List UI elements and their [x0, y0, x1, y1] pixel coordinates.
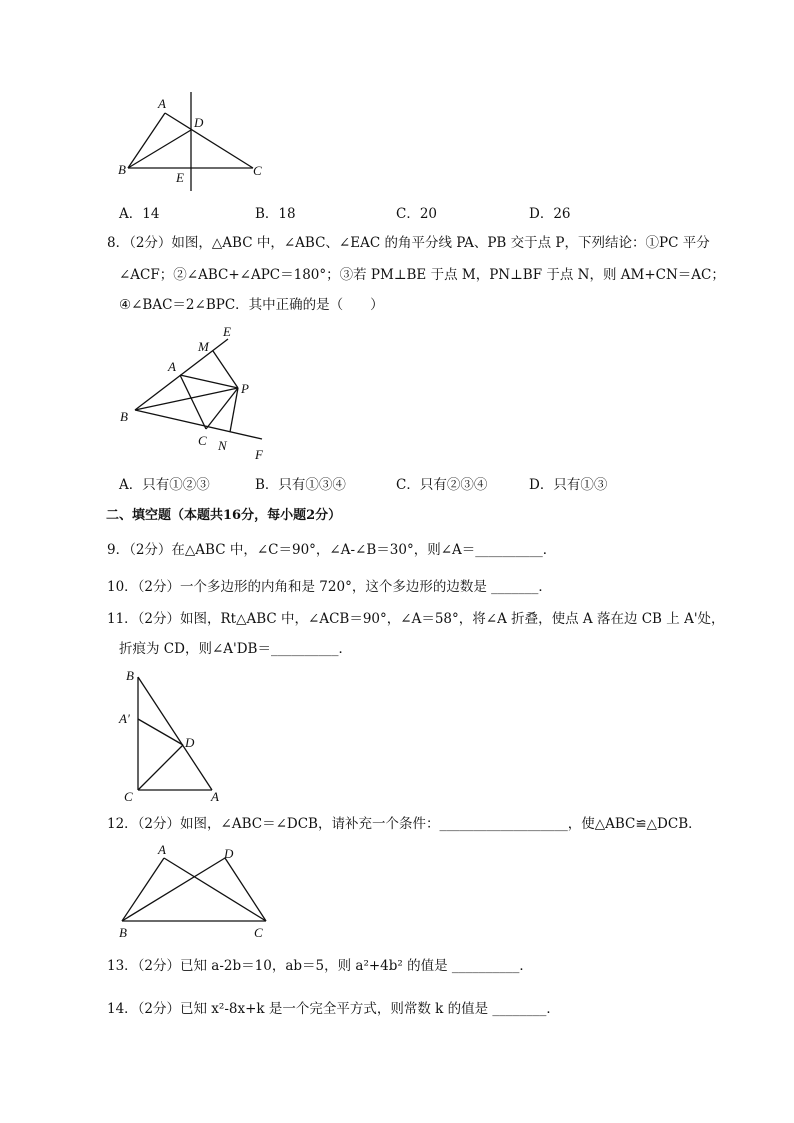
q12-label-c: C	[254, 925, 263, 940]
q11-label-c: C	[124, 789, 133, 804]
q7-label-d: D	[194, 115, 204, 130]
q8-label-c: C	[198, 433, 207, 448]
q12-text: 12．（2分）如图，∠ABC＝∠DCB，请补充一个条件：___________________，使△ABC≌△DCB．	[107, 816, 702, 832]
q7-option-b: B．18	[255, 206, 296, 222]
q11-figure	[115, 665, 230, 805]
q11-label-b: B	[126, 668, 134, 683]
q8-text-line2: ∠ACF；②∠ABC+∠APC＝180°；③若 PM⊥BE 于点 M，PN⊥BF 于点 N，则 AM+CN＝AC；	[119, 267, 725, 283]
q12-line-ac	[164, 858, 266, 921]
q8-label-a: A	[168, 359, 176, 374]
q11-line-cd	[138, 745, 183, 790]
q7-figure	[110, 88, 280, 193]
q14-text: 14．（2分）已知 x²-8x+k 是一个完全平方式，则常数 k 的值是 ________．	[107, 1001, 560, 1017]
q8-text-line1: 8．（2分）如图，△ABC 中，∠ABC、∠EAC 的角平分线 PA、PB 交于点 P，下列结论：①PC 平分	[107, 235, 710, 251]
q8-ray-be	[135, 339, 228, 410]
q7-line-bd	[128, 130, 191, 168]
q10-text: 10．（2分）一个多边形的内角和是 720°，这个多边形的边数是 _______．	[107, 579, 552, 595]
q8-figure	[112, 320, 282, 462]
q8-option-a: A．只有①②③	[119, 477, 210, 493]
q12-label-a: A	[158, 842, 166, 857]
q7-line-ab	[128, 113, 165, 168]
q12-line-ab	[122, 858, 164, 921]
q8-label-p: P	[241, 381, 249, 396]
q8-line-pm	[213, 351, 238, 388]
q8-option-c: C．只有②③④	[396, 477, 488, 493]
q12-line-db	[122, 858, 225, 921]
q7-line-ac	[165, 113, 253, 168]
q11-label-a-prime: A′	[119, 711, 130, 726]
q11-text-line2: 折痕为 CD，则∠A'DB＝__________．	[119, 641, 352, 657]
q8-label-n: N	[218, 438, 227, 453]
q12-label-d: D	[224, 846, 234, 861]
q7-label-e: E	[176, 170, 184, 185]
q12-label-b: B	[119, 925, 127, 940]
q13-text: 13．（2分）已知 a-2b＝10，ab＝5，则 a²+4b² 的值是 __________．	[107, 958, 533, 974]
q11-line-ba	[138, 677, 212, 790]
q9-text: 9．（2分）在△ABC 中，∠C＝90°，∠A-∠B＝30°，则∠A＝__________．	[107, 542, 557, 558]
q8-label-f: F	[255, 447, 263, 462]
q11-label-d: D	[185, 735, 195, 750]
q7-option-d: D．26	[529, 206, 571, 222]
q8-option-b: B．只有①③④	[255, 477, 346, 493]
q7-label-b: B	[118, 162, 126, 177]
section-title: 二、填空题（本题共16分，每小题2分）	[106, 508, 342, 523]
q7-label-a: A	[158, 96, 166, 111]
q7-label-c: C	[253, 163, 262, 178]
q8-option-d: D．只有①③	[529, 477, 608, 493]
q12-figure	[112, 842, 277, 940]
q11-label-a: A	[211, 789, 219, 804]
q11-text-line1: 11．（2分）如图，Rt△ABC 中，∠ACB＝90°，∠A＝58°，将∠A 折叠，使点 A 落在边 CB 上 A'处，	[107, 611, 725, 627]
q8-label-m: M	[198, 339, 209, 354]
q8-line-ap	[180, 375, 238, 388]
q8-text-line3: ④∠BAC＝2∠BPC．其中正确的是（ ）	[119, 297, 384, 313]
q8-label-e: E	[223, 324, 231, 339]
q11-line-a-prime-d	[138, 719, 183, 745]
q7-option-c: C．20	[396, 206, 438, 222]
q7-option-a: A．14	[119, 206, 160, 222]
q12-line-dc	[225, 858, 266, 921]
q8-label-b: B	[120, 409, 128, 424]
q8-line-pn	[230, 388, 238, 432]
